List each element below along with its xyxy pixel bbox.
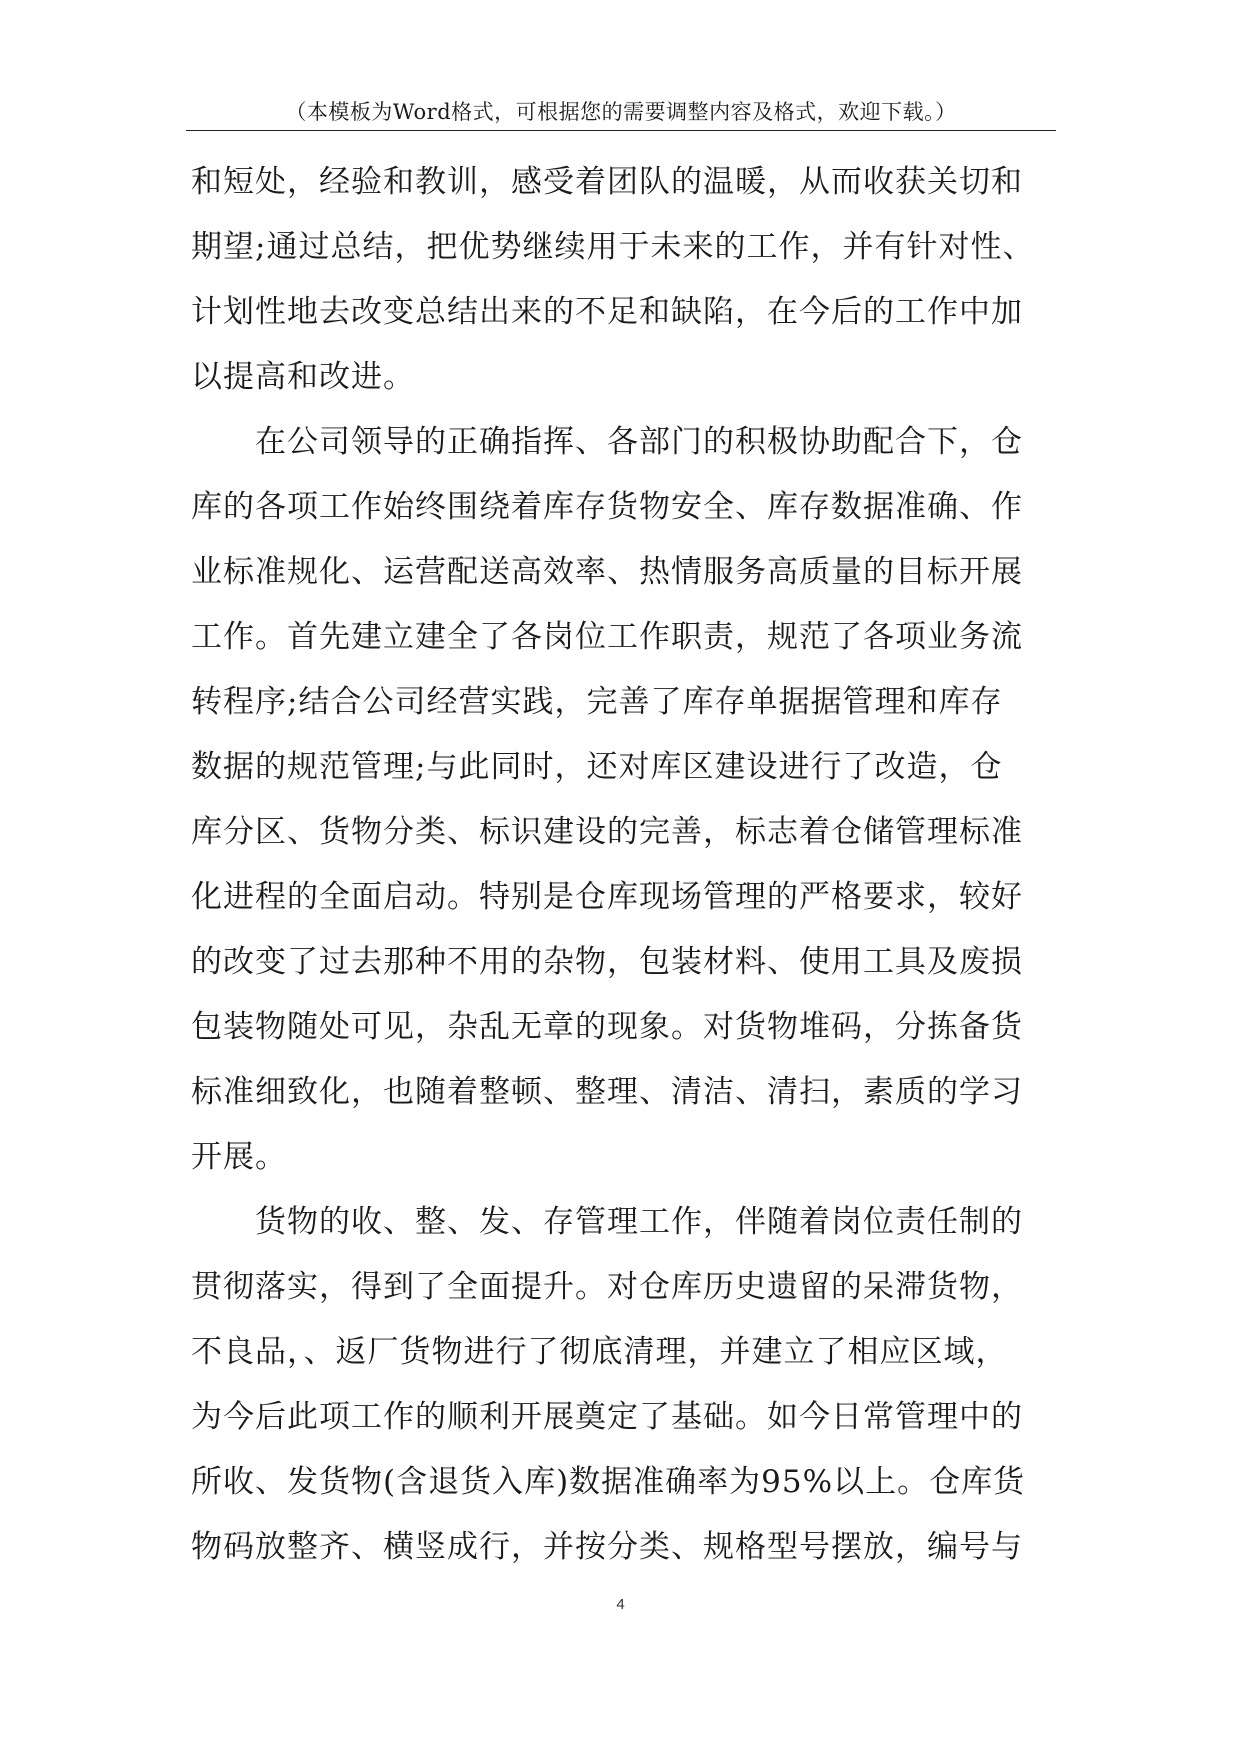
header-divider <box>186 130 1056 131</box>
text-line: 期望;通过总结，把优势继续用于未来的工作，并有针对性、 <box>191 229 1035 265</box>
text-line: 标准细致化，也随着整顿、整理、清洁、清扫，素质的学习 <box>191 1074 1023 1110</box>
text-line: 贯彻落实，得到了全面提升。对仓库历史遗留的呆滞货物， <box>191 1269 1023 1305</box>
text-line: 货物的收、整、发、存管理工作，伴随着岗位责任制的 <box>191 1204 1023 1240</box>
text-line: 计划性地去改变总结出来的不足和缺陷，在今后的工作中加 <box>191 294 1023 330</box>
text-line: 所收、发货物(含退货入库)数据准确率为95%以上。仓库货 <box>191 1464 1026 1500</box>
text-line: 以提高和改进。 <box>191 359 415 395</box>
text-line: 为今后此项工作的顺利开展奠定了基础。如今日常管理中的 <box>191 1399 1023 1435</box>
text-line: 化进程的全面启动。特别是仓库现场管理的严格要求，较好 <box>191 879 1023 915</box>
text-line: 工作。首先建立建全了各岗位工作职责，规范了各项业务流 <box>191 619 1023 655</box>
text-line: 业标准规化、运营配送高效率、热情服务高质量的目标开展 <box>191 554 1023 590</box>
text-line: 数据的规范管理;与此同时，还对库区建设进行了改造，仓 <box>191 749 1003 785</box>
text-line: 库的各项工作始终围绕着库存货物安全、库存数据准确、作 <box>191 489 1023 525</box>
template-note-header: （本模板为Word格式，可根据您的需要调整内容及格式，欢迎下载。） <box>285 100 957 124</box>
text-line: 库分区、货物分类、标识建设的完善，标志着仓储管理标准 <box>191 814 1023 850</box>
text-line: 在公司领导的正确指挥、各部门的积极协助配合下，仓 <box>191 424 1023 460</box>
text-line: 不良品，、返厂货物进行了彻底清理，并建立了相应区域， <box>191 1334 1008 1370</box>
text-line: 包装物随处可见，杂乱无章的现象。对货物堆码，分拣备货 <box>191 1009 1023 1045</box>
text-line: 的改变了过去那种不用的杂物，包装材料、使用工具及废损 <box>191 944 1023 980</box>
text-line: 和短处，经验和教训，感受着团队的温暖，从而收获关切和 <box>191 164 1023 200</box>
text-line: 开展。 <box>191 1139 287 1175</box>
page-number: 4 <box>616 1596 625 1613</box>
document-body <box>191 150 1071 1580</box>
text-line: 物码放整齐、横竖成行，并按分类、规格型号摆放，编号与 <box>191 1529 1023 1565</box>
text-line: 转程序;结合公司经营实践，完善了库存单据据管理和库存 <box>191 684 1003 720</box>
